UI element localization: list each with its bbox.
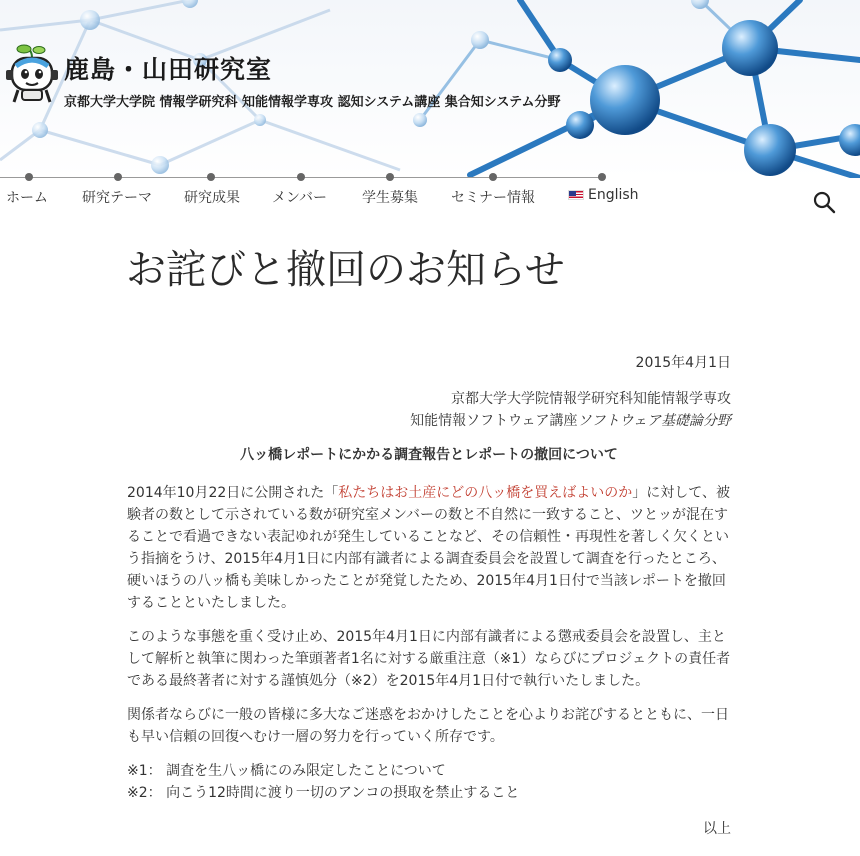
search-icon[interactable] xyxy=(812,190,836,214)
nav-item-members[interactable]: メンバー xyxy=(272,190,328,206)
paragraph-2: このような事態を重く受け止め、2015年4月1日に内部有識者による懲戒委員会を設置し、主として解析と執筆に関わった筆頭著者1名に対する厳重注意（※1）ならびにプロジェクトの責任者である最終著者に対する謹慎処分（※2）を2015年4月1日付で執行いたしました。 xyxy=(127,629,731,689)
report-link[interactable]: 私たちはお土産にどの八ッ橋を買えばよいのか xyxy=(338,485,633,501)
main-navigation xyxy=(0,176,860,216)
paragraph-1 xyxy=(127,482,731,614)
site-title[interactable]: 鹿島・山田研究室 xyxy=(64,55,273,84)
paragraph-1-after: 」に対して、被験者の数として示されている数が研究室メンバーの数と不自然に一致すること、ツとッが混在することで看過できない表記ゆれが発生していることなど、その信頼性・再現性を著しく欠くという指摘をうけ、2015年4月1日に内部有識者による調査委員会を設置して調査を行ったところ、硬いほうの八ッ橋も美味しかったことが発覚したため、2015年4月1日付で当該レポートを撤回することといたしました。 xyxy=(127,485,730,611)
nav-dot-marker xyxy=(25,173,33,181)
page-title: お詫びと撤回のお知らせ xyxy=(126,247,565,293)
nav-dot-marker xyxy=(386,173,394,181)
site-tagline: 京都大学大学院 情報学研究科 知能情報学専攻 認知システム講座 集合知システム分野 xyxy=(64,95,561,110)
notice-date: 2015年4月1日 xyxy=(635,355,731,371)
us-flag-icon xyxy=(568,190,584,200)
org-line-2a: 知能情報ソフトウェア講座 xyxy=(410,413,578,429)
nav-dot-marker xyxy=(598,173,606,181)
notice-subject: 八ッ橋レポートにかかる調査報告とレポートの撤回について xyxy=(240,447,618,463)
nav-item-publications[interactable]: 研究成果 xyxy=(184,190,240,206)
nav-item-english-label: English xyxy=(588,187,639,203)
org-line-2b: ソフトウェア基礎論分野 xyxy=(577,413,731,429)
nav-dot-marker xyxy=(489,173,497,181)
organization-signature xyxy=(127,388,731,432)
nav-item-seminar[interactable]: セミナー情報 xyxy=(451,190,535,206)
paragraph-3: 関係者ならびに一般の皆様に多大なご迷惑をおかけしたことを心よりお詫びするとともに、一日も早い信頼の回復へむけ一層の努力を行っていく所存です。 xyxy=(127,707,729,745)
molecular-network-background xyxy=(0,0,860,178)
lab-mascot-robot-icon xyxy=(6,44,58,104)
nav-dot-marker xyxy=(207,173,215,181)
nav-item-research-themes[interactable]: 研究テーマ xyxy=(82,190,152,206)
nav-dot-marker xyxy=(297,173,305,181)
footnotes xyxy=(127,760,731,804)
site-header xyxy=(0,0,860,178)
closing-text: 以上 xyxy=(703,821,731,837)
footnote-2: ※2： 向こう12時間に渡り一切のアンコの摂取を禁止すること xyxy=(127,785,520,801)
org-line-1: 京都大学大学院情報学研究科知能情報学専攻 xyxy=(451,391,731,407)
nav-dot-marker xyxy=(114,173,122,181)
nav-item-recruitment[interactable]: 学生募集 xyxy=(362,190,418,206)
nav-item-english[interactable] xyxy=(568,187,639,203)
paragraph-1-before: 2014年10月22日に公開された「 xyxy=(127,485,339,501)
footnote-1: ※1： 調査を生八ッ橋にのみ限定したことについて xyxy=(127,763,446,779)
article-body xyxy=(127,352,731,840)
nav-item-home[interactable]: ホーム xyxy=(6,190,48,206)
